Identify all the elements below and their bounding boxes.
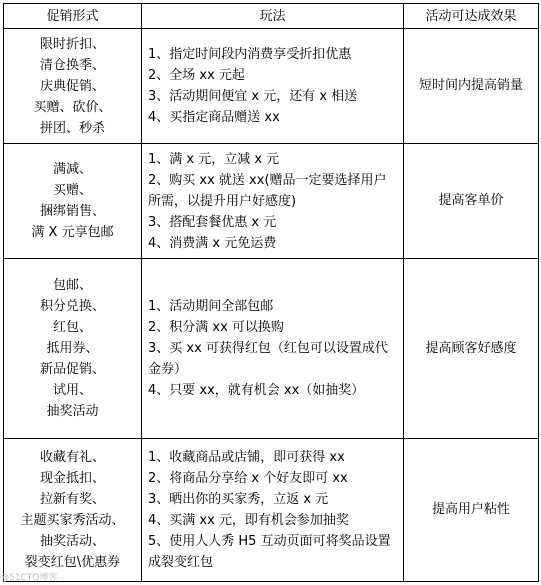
promotion-forms-cell [4, 144, 142, 259]
header-form: 促销形式 [4, 4, 142, 29]
gameplay-rule: 2、全场 xx 元起 [148, 68, 245, 83]
promotion-form: 满 X 元享包邮 [31, 225, 114, 240]
header-effect: 活动可达成效果 [404, 4, 539, 29]
table-row [4, 259, 539, 439]
promotion-form: 积分兑换、 [39, 299, 105, 314]
promotion-form: 捆绑销售、 [39, 204, 105, 219]
effect-cell: 提高顾客好感度 [404, 259, 539, 439]
promotion-form: 裂变红包\优惠券 [24, 555, 121, 570]
promotion-form: 满减、 [52, 162, 92, 177]
gameplay-rule: 2、购买 xx 就送 xx(赠品一定要选择用户所需，以提升用户好感度) [148, 172, 387, 209]
promotion-form: 新品促销、 [39, 362, 105, 377]
promotion-form: 收藏有礼、 [39, 450, 105, 465]
promotion-form: 抵用券、 [46, 341, 99, 356]
gameplay-rule: 4、消费满 x 元免运费 [148, 235, 277, 251]
promotion-form: 抽奖活动、 [39, 534, 105, 549]
gameplay-rule: 1、收藏商品或店铺，即可获得 xx [148, 450, 345, 465]
gameplay-rule: 5、使用人人秀 H5 互动页面可将奖品设置成裂变红包 [148, 534, 391, 570]
promotion-table [3, 3, 539, 582]
table-row [4, 29, 539, 144]
watermark: @51CTO博客 [0, 573, 58, 583]
gameplay-rule: 4、只要 xx，就有机会 xx（如抽奖） [148, 383, 365, 398]
gameplay-rule: 3、搭配套餐优惠 x 元 [148, 214, 277, 230]
promotion-form: 清仓换季、 [39, 57, 105, 73]
promotion-form: 限时折扣、 [39, 36, 105, 52]
gameplay-cell [142, 439, 404, 582]
effect-cell: 短时间内提高销量 [404, 29, 539, 144]
table-row [4, 439, 539, 582]
gameplay-rule: 3、买 xx 可获得红包（红包可以设置成代金券） [148, 341, 388, 377]
gameplay-rule: 2、积分满 xx 可以换购 [148, 320, 284, 335]
promotion-form: 主题买家秀活动、 [20, 513, 125, 528]
gameplay-cell [142, 259, 404, 439]
gameplay-rule: 4、买指定商品赠送 xx [148, 110, 280, 125]
effect-cell: 提高客单价 [404, 144, 539, 259]
gameplay-rule: 1、指定时间段内消费享受折扣优惠 [148, 47, 352, 62]
gameplay-rule: 3、晒出你的买家秀，立返 x 元 [148, 492, 329, 507]
promotion-forms-cell [4, 439, 142, 582]
promotion-form: 买赠、砍价、 [33, 99, 112, 115]
gameplay-rule: 3、活动期间便宜 x 元，还有 x 相送 [148, 89, 358, 104]
promotion-forms-cell [4, 259, 142, 439]
promotion-form: 庆典促销、 [39, 78, 105, 94]
effect-cell: 提高用户粘性 [404, 439, 539, 582]
promotion-form: 抽奖活动 [46, 404, 99, 419]
gameplay-rule: 2、将商品分享给 x 个好友即可 xx [148, 471, 348, 486]
promotion-forms-cell [4, 29, 142, 144]
gameplay-cell [142, 29, 404, 144]
promotion-form: 试用、 [52, 383, 92, 398]
gameplay-rule: 1、满 x 元，立减 x 元 [148, 151, 280, 167]
gameplay-rule: 4、买满 xx 元，即有机会参加抽奖 [148, 513, 349, 528]
promotion-form: 买赠、 [52, 183, 92, 198]
gameplay-cell [142, 144, 404, 259]
promotion-form: 包邮、 [52, 278, 92, 293]
promotion-form: 红包、 [52, 320, 92, 335]
promotion-form: 拼团、秒杀 [39, 120, 105, 136]
table-row [4, 144, 539, 259]
header-gameplay: 玩法 [142, 4, 404, 29]
promotion-form: 现金抵扣、 [39, 471, 105, 486]
header-row [4, 4, 539, 29]
promotion-form: 拉新有奖、 [39, 492, 105, 507]
gameplay-rule: 1、活动期间全部包邮 [148, 299, 274, 314]
